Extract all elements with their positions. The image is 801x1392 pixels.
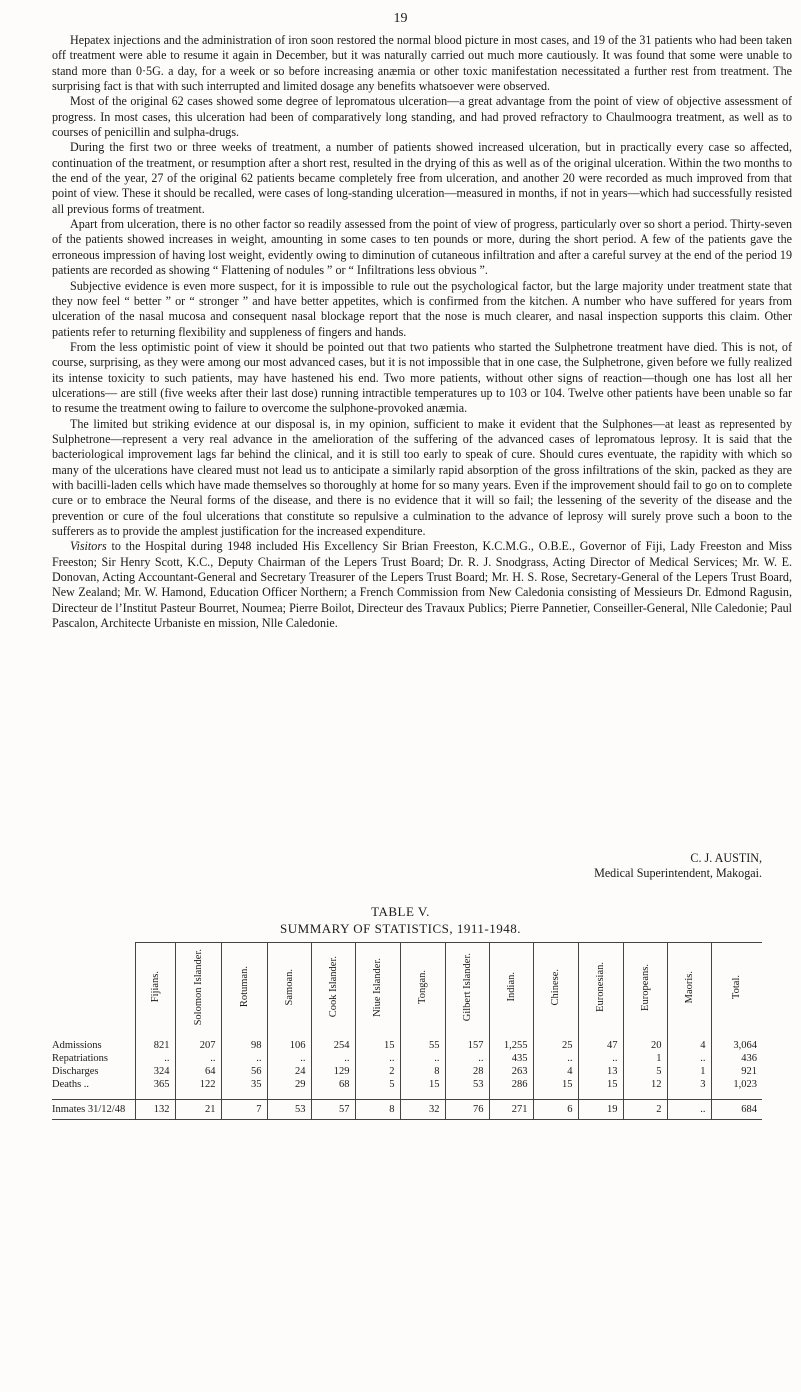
table-row	[52, 1052, 762, 1065]
row-label-deaths: Deaths ..	[52, 1079, 90, 1090]
col-header-solomon: Solomon Islander.	[175, 943, 221, 1032]
visitors-lead: Visitors	[70, 539, 107, 554]
table-cell: 1,023	[711, 1078, 762, 1091]
table-cell: 286	[489, 1078, 533, 1091]
row-label-discharges: Discharges	[52, 1066, 99, 1077]
table-cell: 47	[578, 1039, 623, 1052]
table-cell: 98	[221, 1039, 267, 1052]
table-cell: 435	[489, 1052, 533, 1065]
table-cell: 365	[135, 1078, 175, 1091]
paragraph-visitors	[52, 539, 792, 631]
table-cell: 1,255	[489, 1039, 533, 1052]
summary-statistics-table	[52, 942, 762, 1120]
inmates-row	[52, 1100, 762, 1120]
paragraph-ulceration: Most of the original 62 cases showed some degree of lepromatous ulceration—a great advantage from the point of view of objective assessment of progress. In most cases, this ulceration had been of comparatively long standing, and had proved refractory to Chaulmoogra treatment, as well as to courses of penicillin and sulpha-drugs.	[52, 94, 792, 140]
table-cell: 7	[221, 1100, 267, 1120]
table-cell: 64	[175, 1065, 221, 1078]
table-cell: ..	[667, 1100, 711, 1120]
table-cell: 53	[267, 1100, 311, 1120]
table-cell: 921	[711, 1065, 762, 1078]
table-cell: 15	[355, 1039, 400, 1052]
table-cell: 5	[355, 1078, 400, 1091]
table-cell: ..	[400, 1052, 445, 1065]
col-header-indian: Indian.	[489, 943, 533, 1032]
col-header-maoris: Maoris.	[667, 943, 711, 1032]
table-cell: 35	[221, 1078, 267, 1091]
table-cell: 15	[400, 1078, 445, 1091]
table-cell: 2	[355, 1065, 400, 1078]
table-cell: 122	[175, 1078, 221, 1091]
table-cell: 8	[355, 1100, 400, 1120]
table-cell: 76	[445, 1100, 489, 1120]
table-cell: 15	[578, 1078, 623, 1091]
table-cell: 20	[623, 1039, 667, 1052]
col-header-europeans: Europeans.	[623, 943, 667, 1032]
table-cell: 21	[175, 1100, 221, 1120]
col-header-cook: Cook Islander.	[311, 943, 355, 1032]
table-cell: 436	[711, 1052, 762, 1065]
table-cell: ..	[221, 1052, 267, 1065]
col-header-chinese: Chinese.	[533, 943, 578, 1032]
table-row	[52, 1039, 762, 1052]
table-cell: ..	[445, 1052, 489, 1065]
table-cell: 5	[623, 1065, 667, 1078]
table-cell: 28	[445, 1065, 489, 1078]
table-cell: 129	[311, 1065, 355, 1078]
col-header-total: Total.	[711, 943, 762, 1032]
paragraph-treatment-weeks: During the first two or three weeks of treatment, a number of patients showed increased ulceration, but in practically every case so affected, continuation of the treatment, or resumption after a short rest, resulted in the drying of this as well as of the original ulceration. Within the two months to the end of the year, 27 of the original 62 patients became completely free from ulceration, and another 20 were recorded as much improved from that point of view. These it should be recalled, were cases of long-standing ulceration—measured in months, if not in years—which had successfully resisted all previous forms of treatment.	[52, 140, 792, 216]
table-cell: 157	[445, 1039, 489, 1052]
table-cell: 6	[533, 1100, 578, 1120]
table-cell: ..	[135, 1052, 175, 1065]
signature-title: Medical Superintendent, Makogai.	[594, 866, 762, 880]
page-number: 19	[393, 11, 408, 26]
table-cell: 2	[623, 1100, 667, 1120]
col-header-euronesian: Euronesian.	[578, 943, 623, 1032]
table-cell: 207	[175, 1039, 221, 1052]
table-header-row	[52, 943, 762, 1032]
col-header-niue: Niue Islander.	[355, 943, 400, 1032]
table-cell: ..	[311, 1052, 355, 1065]
table-cell: 106	[267, 1039, 311, 1052]
table-cell: 4	[667, 1039, 711, 1052]
table-cell: 4	[533, 1065, 578, 1078]
table-cell: ..	[533, 1052, 578, 1065]
table-cell: 1	[667, 1065, 711, 1078]
visitors-text: to the Hospital during 1948 included His Excellency Sir Brian Freeston, K.C.M.G., O.B.E., Governor of Fiji, Lady Freeston and Miss Freeston; Sir Henry Scott, K.C., Deputy Chairman of the Lepers Trust Board; Dr. R. J. Snodgrass, Acting Director of Medical Services; Mr. W. E. Donovan, Acting Accountant-General and Secretary Treasurer of the Lepers Trust Board; Mr. H. S. Rose, Secretary-General of the Lepers Trust Board, New Zealand; Mr. W. Hamond, Education Officer Northern; a French Commission from New Caledonia consisting of Messieurs Dr. Edmond Ragusin, Directeur de l’Institut Pasteur Bourret, Noumea; Pierre Boilot, Directeur des Travaux Publics; Pierre Pannetier, Conseiller-General, Nlle Caledonie; Paul Pascalon, Architecte Urbaniste en mission, Nlle Caledonie.	[52, 539, 792, 631]
table-cell: 1	[623, 1052, 667, 1065]
table-cell: 821	[135, 1039, 175, 1052]
table-cell: 271	[489, 1100, 533, 1120]
table-cell: 684	[711, 1100, 762, 1120]
table-cell: 254	[311, 1039, 355, 1052]
row-label-inmates: Inmates 31/12/48	[52, 1100, 135, 1120]
col-header-samoan: Samoan.	[267, 943, 311, 1032]
table-cell: 25	[533, 1039, 578, 1052]
table-cell: 53	[445, 1078, 489, 1091]
col-header-gilbert: Gilbert Islander.	[445, 943, 489, 1032]
paragraph-subjective: Subjective evidence is even more suspect, for it is impossible to rule out the psychological factor, but the large majority under treatment state that they now feel “ better ” or “ stronger ” and have better appetites, which is confirmed from the kitchen. A number who have suffered for years from ulceration of the nasal mucosa and consequent nasal blockage report that the nose is much clearer, and nasal inspection supports this claim. Other patients refer to returning flexibility and suppleness of fingers and hands.	[52, 278, 792, 339]
table-cell: ..	[267, 1052, 311, 1065]
row-label-admissions: Admissions	[52, 1040, 102, 1051]
table-cell: 56	[221, 1065, 267, 1078]
table-title: TABLE V.	[371, 904, 430, 919]
paragraph-deaths: From the less optimistic point of view it should be pointed out that two patients who started the Sulphetrone treatment have died. This is not, of course, surprising, as they were among our most advanced cases, but it is not impossible that in one case, the Sulphetrone, given before we fully realized its intense toxicity to such patients, may have hastened his end. Two more patients, without other signs of reaction—though one has lost all her ulcerations— are still (five weeks after their last dose) running intractible temperatures up to 103 or 104. Twelve other patients have been unable so far to resume the treatment owing to failure to overcome the sulphone-provoked anæmia.	[52, 339, 792, 416]
report-body	[52, 33, 792, 631]
col-header-fijians: Fijians.	[135, 943, 175, 1032]
paragraph-conclusion: The limited but striking evidence at our disposal is, in my opinion, sufficient to make it evident that the Sulphones—at least as represented by Sulphetrone—represent a very real advance in the amelioration of the suffering of the advanced cases of lepromatous leprosy. It is said that the bacteriological improvement lags far behind the clinical, and it is still too early to speak of cure. Should cures eventuate, the rapidity with which so many of the ulcerations have cleared must not lead us to anticipate a similarly rapid absorption of the gross infiltrations of the skin, packed as they are with bacilli-laden cells which have made themselves so thoroughly at home for so many years. Even if the improvement should fail to go on to complete cure or to embrace the Neural forms of the disease, and there is no evidence that it will so fail; the lessening of the severity of the disease and the prevention or cure of the foul ulcerations that constitute so repulsive a culmination to the advance of leprosy will surely prove such a boon to the sufferers as to provide the amplest justification for the increased expenditure.	[52, 416, 792, 538]
paragraph-weight: Apart from ulceration, there is no other factor so readily assessed from the point of view of progress, particularly over so short a period. Thirty-seven of the patients showed increases in weight, amounting in some cases to ten pounds or more, during the short period. A few of the patients gave the erroneous impression of having lost weight, evidently owing to diminution of cutaneous infiltration and after a careful survey at the end of the period 19 patients are recorded as showing “ Flattening of nodules ” or “ Infiltrations less obvious ”.	[52, 217, 792, 278]
table-cell: 24	[267, 1065, 311, 1078]
table-cell: ..	[355, 1052, 400, 1065]
table-subtitle: SUMMARY OF STATISTICS, 1911-1948.	[280, 921, 521, 936]
table-cell: ..	[578, 1052, 623, 1065]
table-row	[52, 1065, 762, 1078]
table-cell: 263	[489, 1065, 533, 1078]
table-row	[52, 1078, 762, 1091]
paragraph-hepatex: Hepatex injections and the administration of iron soon restored the normal blood picture in most cases, and 19 of the 31 patients who had been taken off treatment were able to resume it again in December, but it was naturally carried out much more cautiously. It was found that some were unable to stand more than 0·5G. a day, for a week or so before increasing anæmia or other toxic manifestation necessitated a further rest from treatment. The surprising fact is that with such interrupted and limited dosage any benefits whatsoever were observed.	[52, 33, 792, 94]
table-cell: 15	[533, 1078, 578, 1091]
table-cell: 68	[311, 1078, 355, 1091]
table-cell: 3,064	[711, 1039, 762, 1052]
table-cell: 13	[578, 1065, 623, 1078]
table-cell: ..	[667, 1052, 711, 1065]
header-blank	[52, 943, 135, 1032]
table-cell: 29	[267, 1078, 311, 1091]
table-cell: 12	[623, 1078, 667, 1091]
signature-name: C. J. AUSTIN,	[690, 851, 762, 865]
table-cell: 32	[400, 1100, 445, 1120]
col-header-rotuman: Rotuman.	[221, 943, 267, 1032]
table-cell: 324	[135, 1065, 175, 1078]
table-cell: 55	[400, 1039, 445, 1052]
table-cell: 19	[578, 1100, 623, 1120]
table-cell: 57	[311, 1100, 355, 1120]
table-cell: 3	[667, 1078, 711, 1091]
col-header-tongan: Tongan.	[400, 943, 445, 1032]
row-label-repatriations: Repatriations	[52, 1053, 108, 1064]
table-cell: 8	[400, 1065, 445, 1078]
table-cell: 132	[135, 1100, 175, 1120]
table-cell: ..	[175, 1052, 221, 1065]
